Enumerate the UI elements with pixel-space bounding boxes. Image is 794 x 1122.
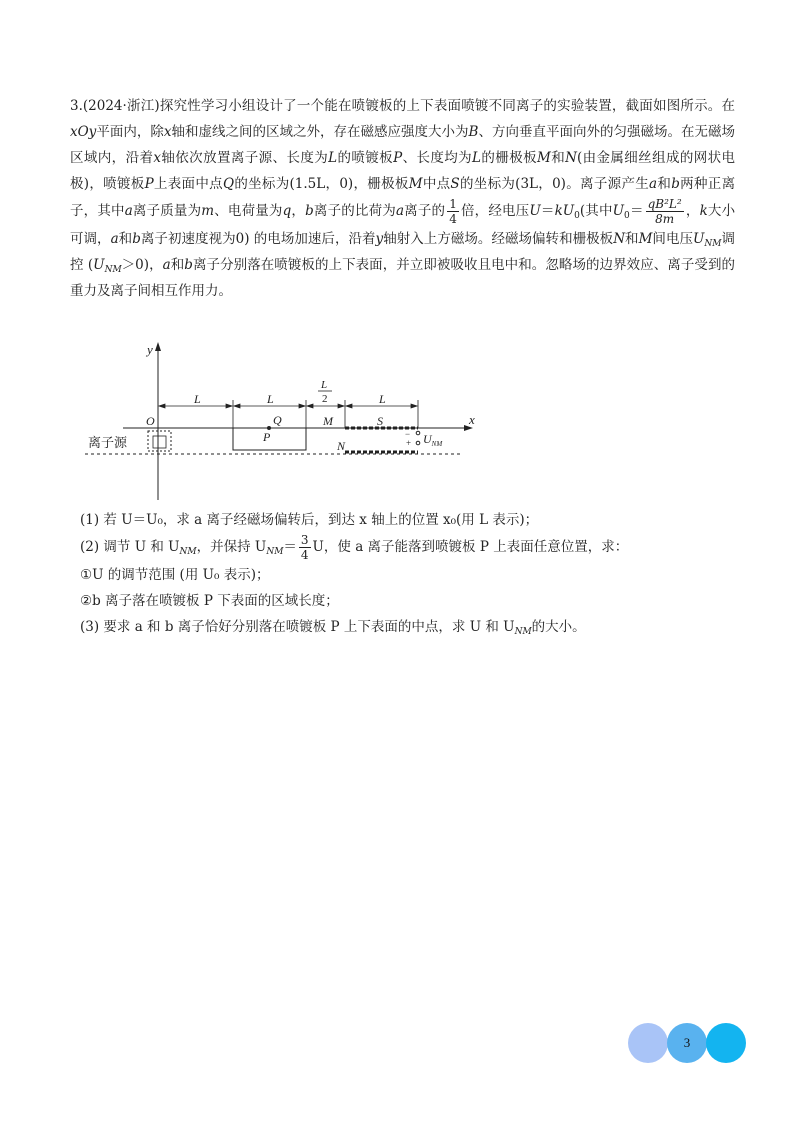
apparatus-diagram xyxy=(75,340,495,505)
ion-source-inner xyxy=(153,436,166,448)
ion-source-label: 离子源 xyxy=(88,436,128,451)
terminal-2 xyxy=(416,441,420,445)
y-axis-arrow xyxy=(155,342,161,351)
page-number-badge xyxy=(628,1023,746,1063)
questions xyxy=(80,507,720,640)
pager-bubble-center xyxy=(667,1023,707,1063)
terminal-1 xyxy=(416,431,420,435)
pager-bubble-right xyxy=(706,1023,746,1063)
dimension-l1-label: L xyxy=(194,392,201,406)
fraction-u0: $\frac{\text{qB²L²}}{8m}$ xyxy=(647,197,682,226)
page-number: 3 xyxy=(683,1035,691,1050)
terminal-plus: + xyxy=(406,438,412,448)
dimension-l2-label: L xyxy=(267,392,274,406)
fraction-three-quarters: $\frac{3}{4}$ xyxy=(300,533,309,562)
label-s: S xyxy=(377,414,383,428)
label-n: N xyxy=(337,439,346,453)
question-2-2: ②b 离子落在喷镀板 P 下表面的区域长度； xyxy=(80,593,339,609)
label-m: M xyxy=(323,414,333,428)
terminal-minus: − xyxy=(405,429,411,439)
dimension-half-l-num: L xyxy=(321,379,328,391)
question-2-1: ①U 的调节范围 (用 U₀ 表示)； xyxy=(80,567,270,583)
label-q: Q xyxy=(273,413,282,427)
question-3: (3) 要求 a 和 b 离子恰好分别落在喷镀板 P 上下表面的中点，求 U 和 $U_{NM}$的大小。 xyxy=(80,619,586,637)
dimension-half-l-den: 2 xyxy=(322,393,328,405)
problem-stem: 3.(2024·浙江)探究性学习小组设计了一个能在喷镀板的上下表面喷镀不同离子的实验装置，截面如图所示。在xOy平面内，除x轴和虚线之间的区域之外，存在磁感应强度大小为B、方向垂直平面向外的匀强磁场。在无磁场区域内，沿着x轴依次放置离子源、长度为L的喷镀板P、长度均为L的栅极板M和N(由金属细丝组成的网状电极)，喷镀板P上表面中点Q的坐标为(1.5L，0)，栅极板M中点S的坐标为(3L，0)。离子源产生a和b两种正离子，其中a离子质量为m、电荷量为q，b离子的比荷为a离子的 $\frac{1}{4}$ 倍，经电压$U=kU_0$(其中$U_0=$ $\frac{\text{qB²L²}}{8m}$ ，k大小可调，a和b离子初速度视为0) 的电场加速后，沿着y轴射入上方磁场。经磁场偏转和栅极板N和M间电压$U_{NM}$调控 $(U_{NM}>0)$，a和b离子分别落在喷镀板的上下表面，并立即被吸收且电中和。忽略场的边界效应、离子受到的重力及离子间相互作用力。 xyxy=(70,98,736,299)
question-1: (1) 若 U＝U₀，求 a 离子经磁场偏转后，到达 x 轴上的位置 x₀(用 L 表示)； xyxy=(80,512,539,528)
x-axis-label: x xyxy=(469,412,475,427)
fraction-one-quarter: $\frac{1}{4}$ xyxy=(449,197,457,226)
problem-text xyxy=(70,93,735,304)
label-unm: $U_{NM}$ xyxy=(423,432,443,448)
origin-label: O xyxy=(146,414,155,428)
pager-bubble-left xyxy=(628,1023,668,1063)
y-axis-label: y xyxy=(147,342,153,357)
label-p: P xyxy=(263,430,271,444)
question-2: (2) 调节 U 和 $U_{NM}$，并保持 $U_{NM}=$ $\frac{3}{4}$ U，使 a 离子能落到喷镀板 P 上表面任意位置，求： xyxy=(80,533,629,562)
dimension-l3-label: L xyxy=(379,392,386,406)
